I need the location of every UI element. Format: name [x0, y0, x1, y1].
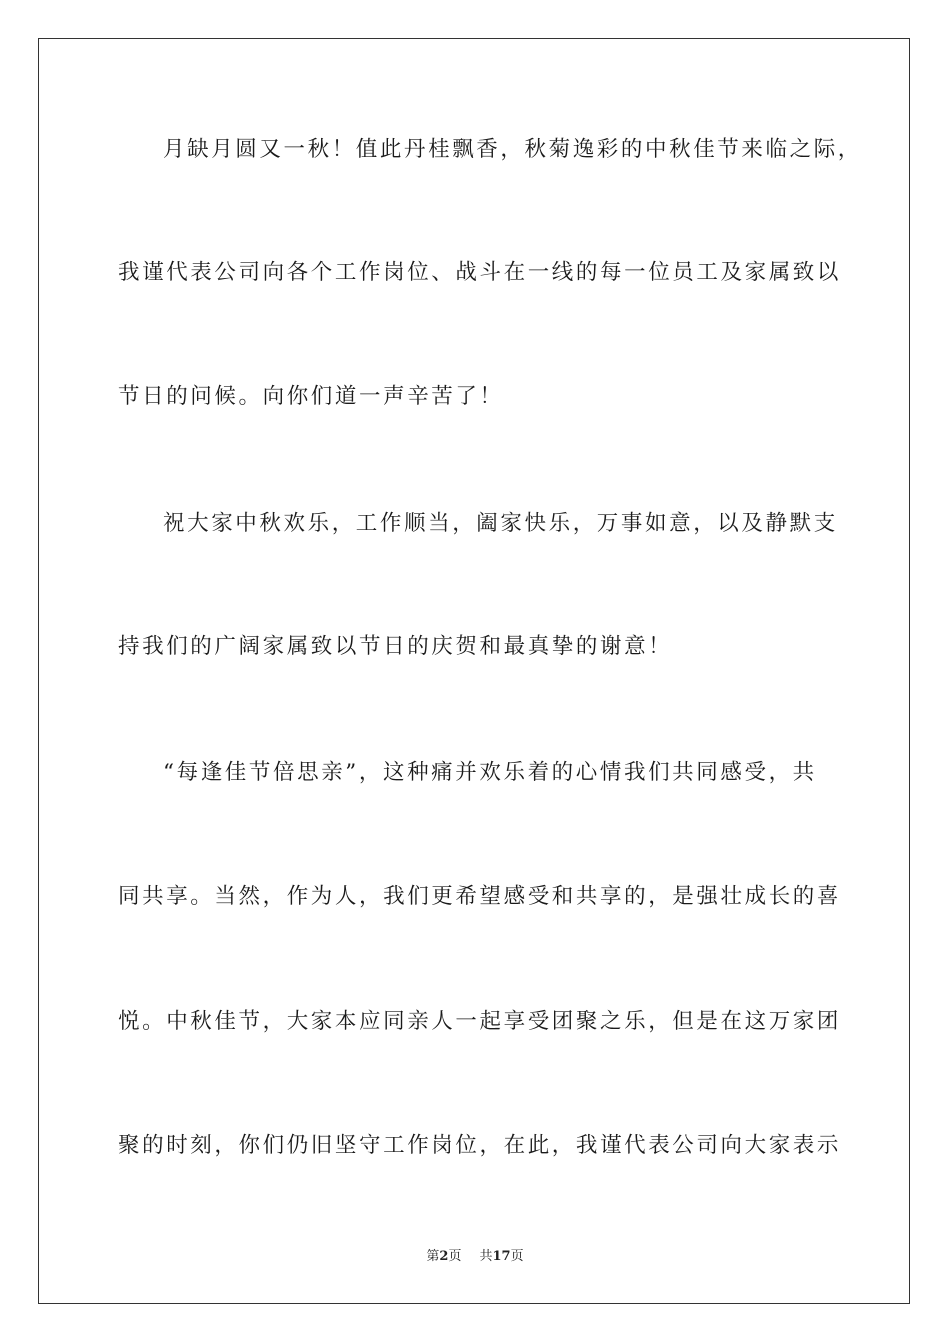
paragraph-3-line-1: “每逢佳节倍思亲”，这种痛并欢乐着的心情我们共同感受，共 — [163, 760, 817, 785]
paragraph-3-line-2: 同共享。当然，作为人，我们更希望感受和共享的，是强壮成长的喜 — [118, 884, 842, 909]
page-number-label: 第2页 — [426, 1249, 462, 1264]
page-footer — [0, 1248, 950, 1266]
paragraph-2-line-1: 祝大家中秋欢乐，工作顺当，阖家快乐，万事如意，以及静默支 — [163, 511, 838, 536]
paragraph-1-line-3: 节日的问候。向你们道一声辛苦了！ — [118, 384, 504, 409]
paragraph-3-line-4: 聚的时刻，你们仍旧坚守工作岗位，在此，我谨代表公司向大家表示 — [118, 1133, 842, 1158]
paragraph-2-line-2: 持我们的广阔家属致以节日的庆贺和最真挚的谢意！ — [118, 634, 673, 659]
paragraph-1-line-1: 月缺月圆又一秋！值此丹桂飘香，秋菊逸彩的中秋佳节来临之际， — [163, 137, 862, 162]
paragraph-1-line-2: 我谨代表公司向各个工作岗位、战斗在一线的每一位员工及家属致以 — [118, 260, 842, 285]
total-pages-label: 共17页 — [479, 1249, 524, 1264]
paragraph-3-line-3: 悦。中秋佳节，大家本应同亲人一起享受团聚之乐，但是在这万家团 — [118, 1009, 842, 1034]
page-border — [38, 38, 910, 1304]
